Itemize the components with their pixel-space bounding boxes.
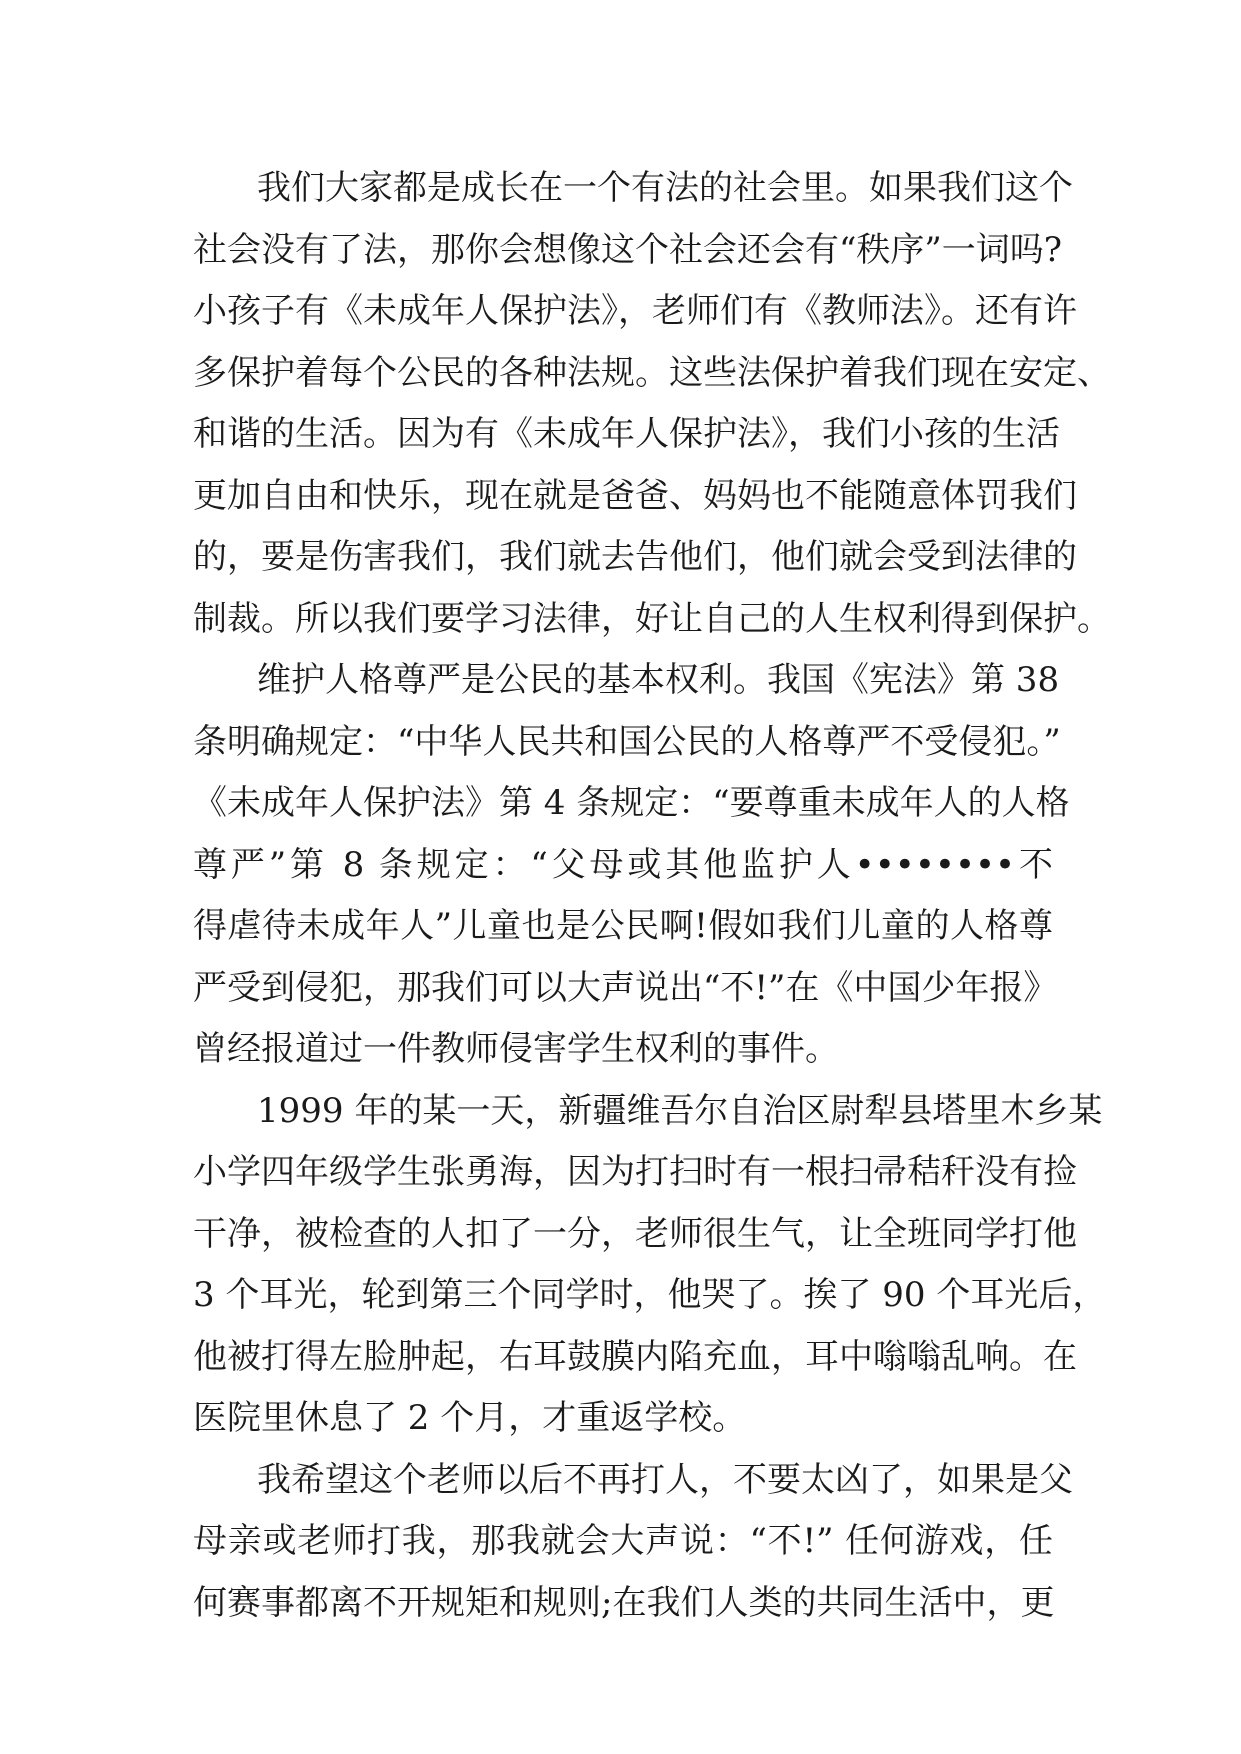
- text-line: 的，要是伤害我们，我们就去告他们，他们就会受到法律的: [193, 537, 1077, 577]
- text-line: 母亲或老师打我，那我就会大声说：“不!” 任何游戏，任: [193, 1521, 1053, 1561]
- text-line: 多保护着每个公民的各种法规。这些法保护着我们现在安定、: [193, 352, 1111, 393]
- text-line: 和谐的生活。因为有《未成年人保护法》，我们小孩的生活: [193, 414, 1060, 454]
- text-line: 何赛事都离不开规矩和规则;在我们人类的共同生活中，更: [193, 1582, 1055, 1623]
- text-line: 曾经报道过一件教师侵害学生权利的事件。: [193, 1029, 839, 1069]
- text-line: 维护人格尊严是公民的基本权利。我国《宪法》第 38: [257, 660, 1060, 700]
- text-line: 得虐待未成年人”儿童也是公民啊!假如我们儿童的人格尊: [193, 906, 1053, 946]
- text-line: 《未成年人保护法》第 4 条规定：“要尊重未成年人的人格: [193, 783, 1070, 823]
- text-line: 条明确规定：“中华人民共和国公民的人格尊严不受侵犯。”: [193, 721, 1061, 762]
- text-line: 1999 年的某一天，新疆维吾尔自治区尉犁县塔里木乡某: [257, 1090, 1103, 1131]
- text-line: 严受到侵犯，那我们可以大声说出“不!”在《中国少年报》: [193, 967, 1058, 1008]
- text-line: 我们大家都是成长在一个有法的社会里。如果我们这个: [257, 168, 1073, 208]
- text-line: 制裁。所以我们要学习法律，好让自己的人生权利得到保护。: [193, 598, 1111, 639]
- text-line: 社会没有了法，那你会想像这个社会还会有“秩序”一词吗?: [193, 229, 1062, 270]
- text-line: 干净，被检查的人扣了一分，老师很生气，让全班同学打他: [193, 1213, 1077, 1254]
- text-line: 医院里休息了 2 个月，才重返学校。: [193, 1398, 747, 1438]
- text-line: 尊严”第 8 条规定：“父母或其他监护人••••••••不: [193, 844, 1053, 885]
- text-line: 3 个耳光，轮到第三个同学时，他哭了。挨了 90 个耳光后，: [193, 1275, 1107, 1315]
- body-text: [193, 158, 1111, 1634]
- text-line: 他被打得左脸肿起，右耳鼓膜内陷充血，耳中嗡嗡乱响。在: [193, 1336, 1077, 1377]
- text-line: 小学四年级学生张勇海，因为打扫时有一根扫帚秸秆没有捡: [193, 1152, 1077, 1192]
- text-line: 我希望这个老师以后不再打人，不要太凶了，如果是父: [257, 1459, 1073, 1500]
- text-line: 更加自由和快乐，现在就是爸爸、妈妈也不能随意体罚我们: [193, 475, 1077, 516]
- text-line: 小孩子有《未成年人保护法》，老师们有《教师法》。还有许: [193, 291, 1077, 331]
